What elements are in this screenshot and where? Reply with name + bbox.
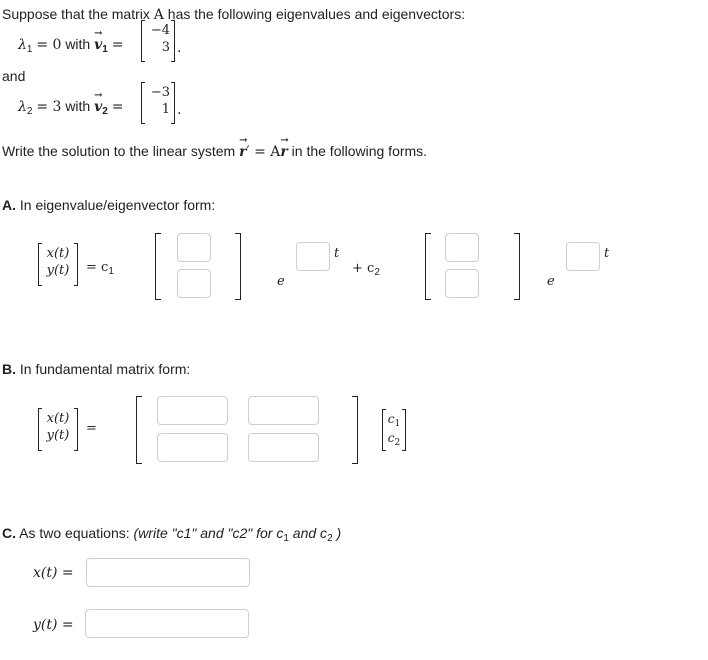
vector-v2-sub: 2 [102,106,108,117]
part-a-c1-sub: 1 [108,266,114,277]
intro-line [2,6,465,23]
part-c-hint-sub2: 2 [327,533,333,544]
eigvec-2-entries [145,84,170,118]
part-b-matrix-11-input[interactable] [157,396,228,425]
vector-r-2: r → [280,144,287,160]
eigvec-2-period: . [177,102,182,118]
part-a-xy [41,245,75,279]
part-a-t-1: t [334,246,340,261]
part-c-title: As two equations: [19,525,130,541]
part-a-eq-c: = c [86,260,109,275]
part-c-y-label: y(t) = [33,617,74,633]
matrix-a: A [153,7,164,23]
part-c-x-label: x(t) = [33,565,74,581]
part-c-label: C. [2,525,16,541]
part-c-x-input[interactable] [86,558,250,587]
part-a-vec2-right-bracket [514,233,520,300]
vector-v1-sub: 1 [102,44,108,55]
part-a-exponent-1-input[interactable] [296,242,330,271]
part-c-hint-end: ) [332,525,342,541]
part-b-matrix-12-input[interactable] [248,396,319,425]
part-c-hint-text: (write "c1" and "c2" for c [133,525,284,541]
part-b-c-right-bracket [402,409,406,451]
part-a-plus-c: + c [352,261,375,276]
part-b-c1: c [387,412,395,426]
eigenvalue-1: = 0 [36,37,62,53]
part-b-c-vector [385,411,403,449]
and-text: and [2,68,26,84]
part-a-vec1-right-bracket [235,233,241,300]
part-a-vec2-bottom-input[interactable] [445,269,479,298]
part-b-matrix-right-bracket [352,396,358,464]
eigvec-1-entry-1: −4 [150,23,170,38]
eigvec-1-entry-2: 3 [161,40,170,55]
eigvec-1-right-bracket [171,20,175,62]
part-a-c2-sub: 2 [374,267,380,278]
part-a-vec2-top-input[interactable] [445,233,479,262]
part-a-yt: y(t) [46,263,70,278]
eigenpair-1 [18,36,123,53]
part-c-hint-mid: and c [288,525,328,541]
vector-v1: v → [94,37,102,53]
eigenvalue-2: = 3 [36,99,62,115]
part-b-xy-right-bracket [74,408,78,451]
part-b-c2: c [387,431,395,445]
part-a-t-2: t [604,246,610,261]
system-eq-prime: ′ = A [246,144,281,160]
part-b-matrix-left-bracket [136,396,142,464]
lambda-2: λ [18,99,27,115]
eigenpair-2 [18,98,123,115]
lambda-2-sub: 2 [26,106,33,117]
part-b-yt: y(t) [46,428,70,443]
part-b-heading [2,361,190,377]
part-a-vec1-top-input[interactable] [177,233,211,262]
intro-text: Suppose that the matrix [2,6,150,22]
part-a-plus-c2 [352,260,380,276]
eigvec-1-period: . [177,40,182,56]
part-b-matrix-22-input[interactable] [248,433,319,462]
part-b-xt: x(t) [46,411,70,426]
part-a-vec1-bottom-input[interactable] [177,269,211,298]
part-a-vec1-left-bracket [155,233,161,300]
part-a-label: A. [2,197,16,213]
eigvec-2-entry-1: −3 [150,85,170,100]
intro-text-end: has the following eigenvalues and eigenvectors: [167,6,466,22]
part-c-hint [133,525,342,544]
part-b-title: In fundamental matrix form: [19,361,191,377]
vector-v2: v → [94,99,102,115]
part-b-c1-sub: 1 [394,419,401,429]
system-text: Write the solution to the linear system [2,143,236,159]
part-a-e-1: e [277,274,285,289]
part-c-y-input[interactable] [85,609,249,638]
part-a-e-2: e [547,274,555,289]
lambda-1: λ [18,37,27,53]
part-c-hint-sub1: 1 [283,533,289,544]
part-b-equals: = [86,421,97,436]
system-text-end: in the following forms. [291,143,428,159]
part-a-heading [2,197,215,213]
eq-1: = [111,37,124,53]
system-line [2,143,427,160]
part-a-exponent-2-input[interactable] [566,242,600,271]
part-a-xt: x(t) [46,246,70,261]
part-a-title: In eigenvalue/eigenvector form: [19,197,216,213]
part-a-eq-c1 [86,259,114,275]
part-b-xy [41,410,75,444]
part-a-xy-right-bracket [74,243,78,286]
eq-2: = [111,99,124,115]
eigvec-1-entries [145,22,170,56]
part-a-vec2-left-bracket [425,233,431,300]
eigvec-2-entry-2: 1 [161,102,170,117]
eigvec-2-right-bracket [171,82,175,124]
part-b-label: B. [2,361,16,377]
with-1: with [65,36,91,52]
part-c-heading [2,525,342,544]
with-2: with [65,98,91,114]
vector-r: r → [239,144,246,160]
lambda-1-sub: 1 [26,44,33,55]
part-b-matrix-21-input[interactable] [157,433,228,462]
part-b-c2-sub: 2 [394,438,401,448]
